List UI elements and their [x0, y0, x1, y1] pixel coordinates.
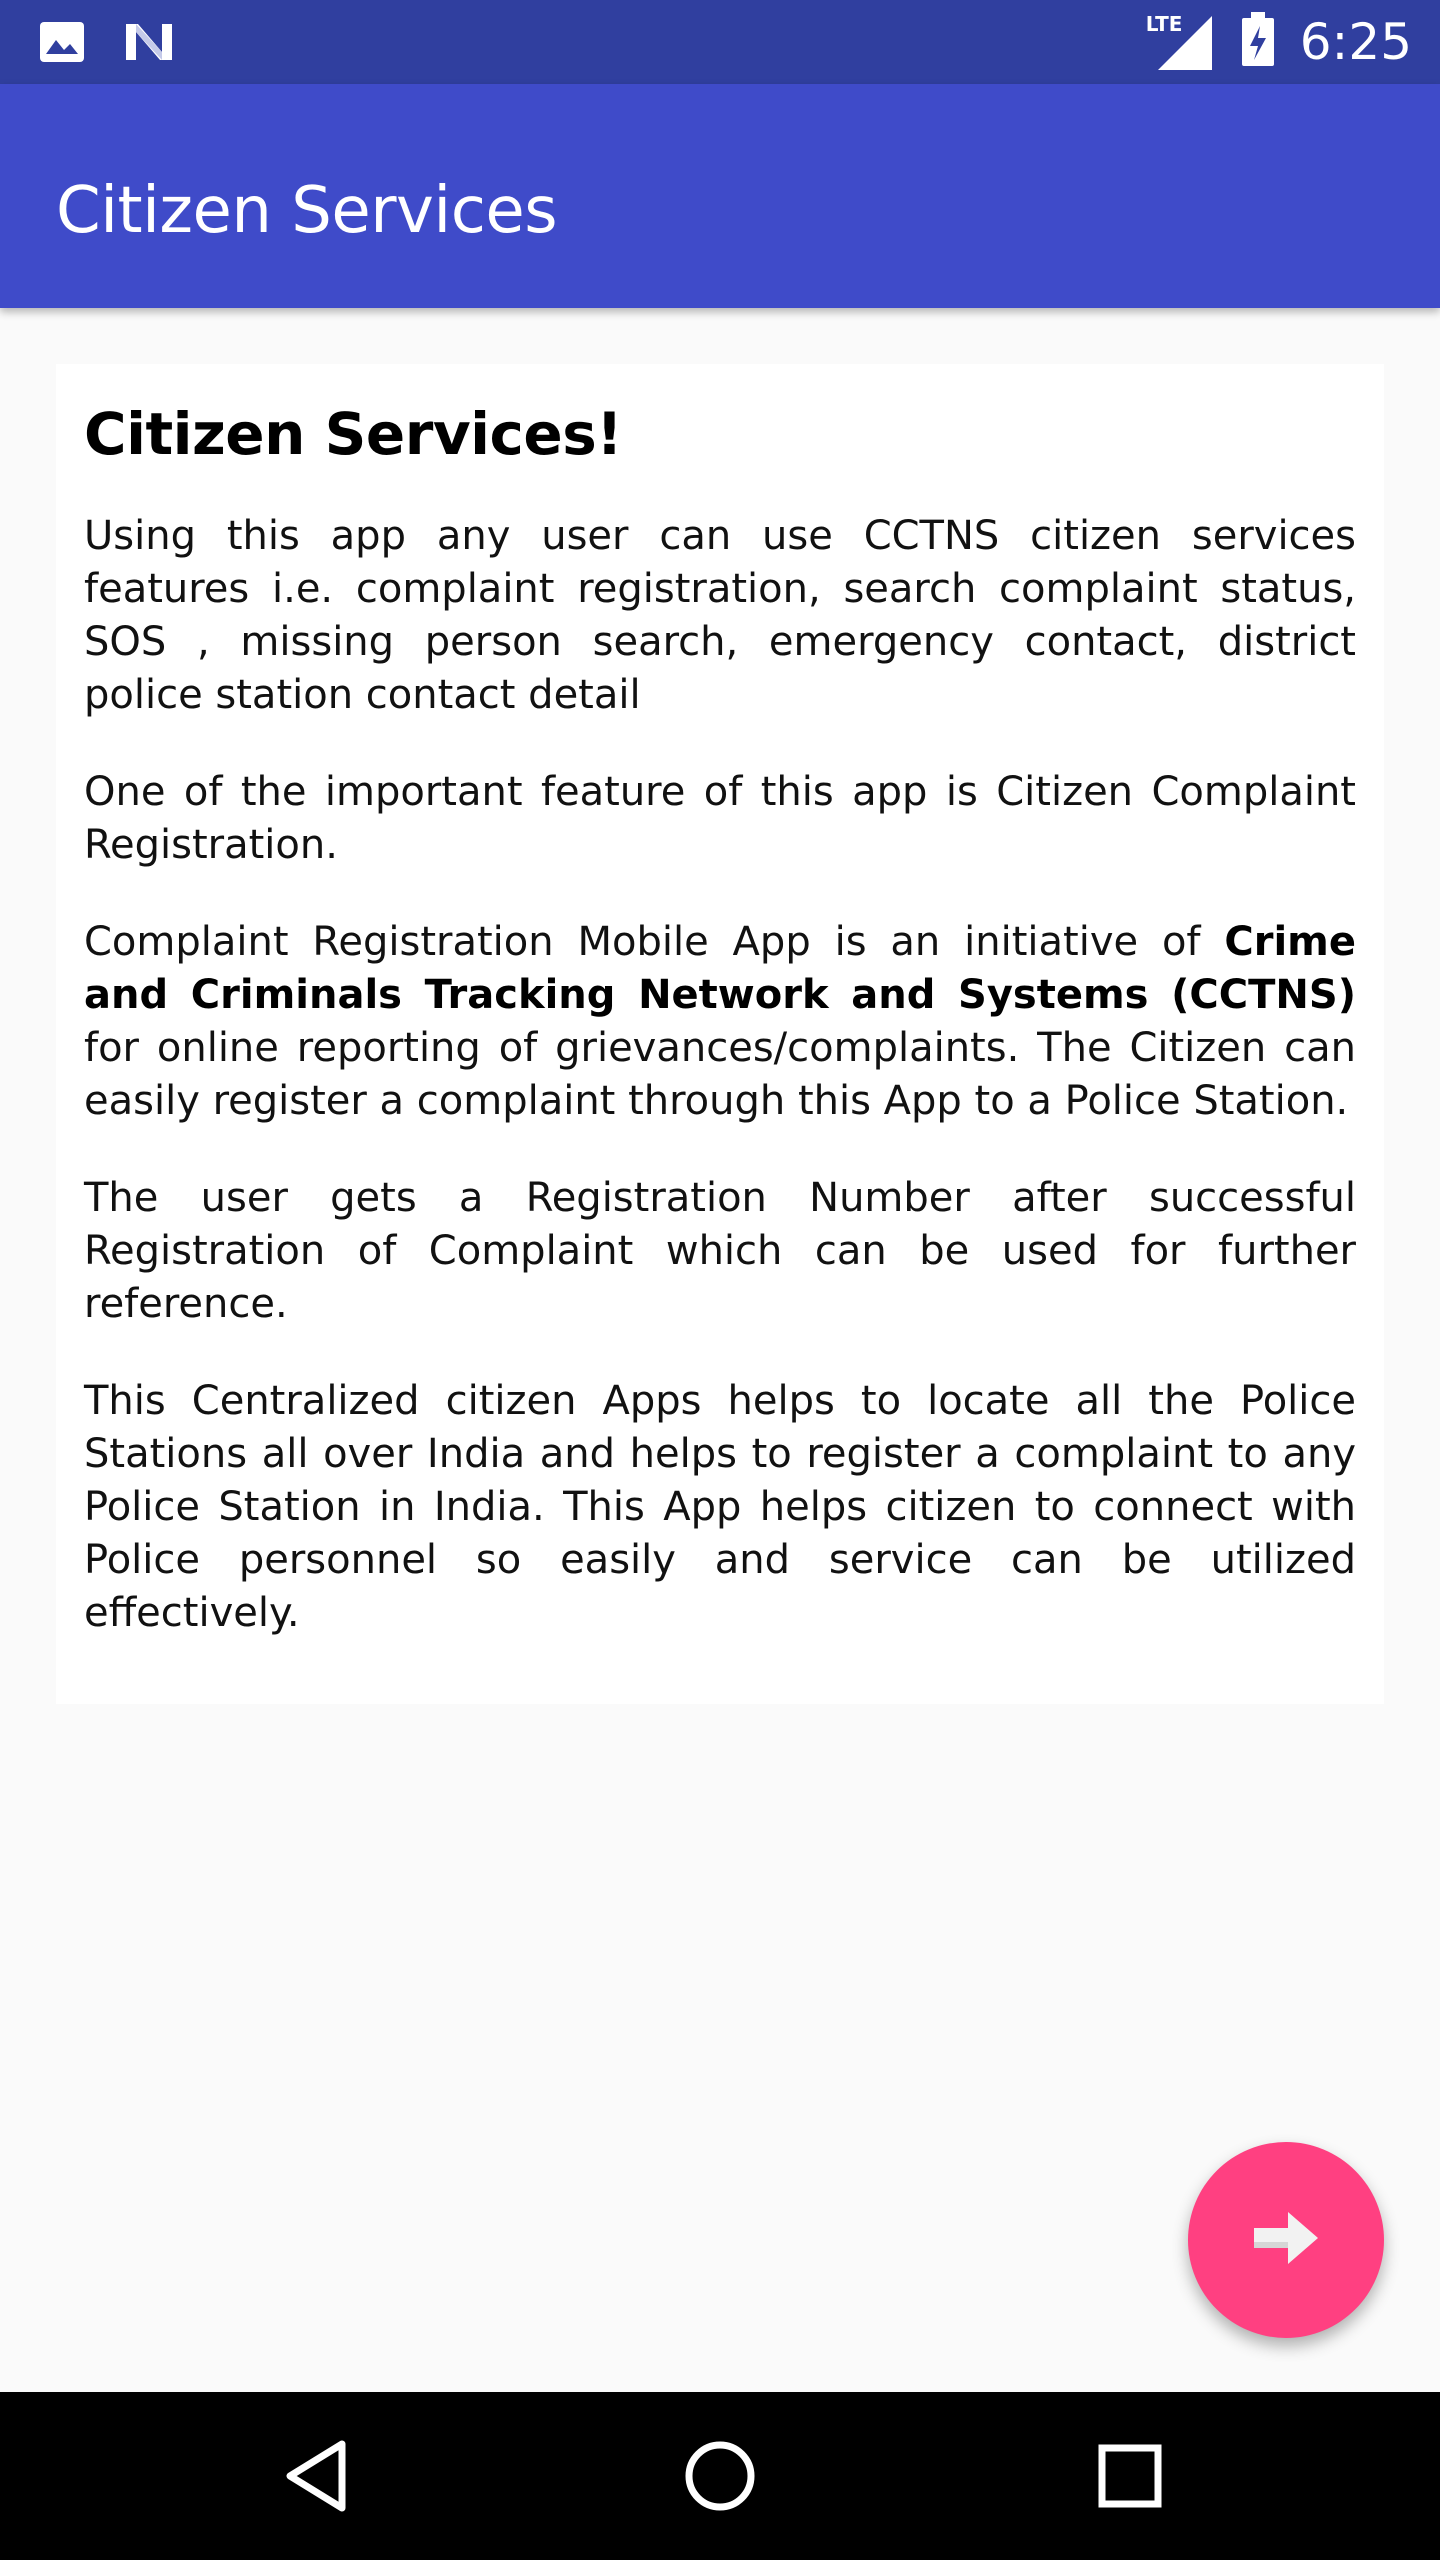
status-bar — [0, 0, 1440, 84]
card-heading: Citizen Services! — [84, 400, 623, 468]
intro-paragraph: Using this app any user can use CCTNS citizen services features i.e. complaint registration, search complaint status, SOS , missing person search, emergency contact, district police station contact detail — [84, 513, 1356, 718]
feature-paragraph: One of the important feature of this app is Citizen Complaint Registration. — [84, 769, 1356, 868]
home-icon[interactable] — [680, 2436, 760, 2520]
cctns-name: Crime and Criminals Tracking Network and Systems (CCTNS) — [84, 919, 1356, 1018]
image-icon — [38, 18, 86, 70]
back-icon[interactable] — [280, 2436, 352, 2520]
app-bar-title: Citizen Services — [56, 174, 558, 248]
arrow-right-icon — [1250, 2208, 1322, 2272]
registration-paragraph: The user gets a Registration Number after successful Registration of Complaint which can be used for further reference. — [84, 1175, 1356, 1327]
network-type-label: LTE — [1145, 12, 1183, 36]
signal-icon — [1145, 10, 1216, 74]
info-card — [56, 364, 1384, 1704]
app-bar — [0, 84, 1440, 308]
status-bar-system — [1145, 10, 1412, 74]
clock: 6:25 — [1299, 13, 1412, 71]
initiative-paragraph — [84, 916, 1356, 1128]
centralized-paragraph: This Centralized citizen Apps helps to locate all the Police Stations all over India and helps to register a complaint to any Police Station in India. This App helps citizen to connect with Police personnel so easily and service can be utilized effectively. — [84, 1378, 1356, 1636]
initiative-text-end: for online reporting of grievances/complaints. The Citizen can easily register a complaint through this App to a Police Station. — [84, 1025, 1356, 1124]
initiative-text-start: Complaint Registration Mobile App is an initiative of — [84, 919, 1225, 965]
n-icon — [122, 18, 176, 70]
navigation-bar — [0, 2392, 1440, 2560]
battery-charging-icon — [1240, 12, 1276, 72]
recents-icon[interactable] — [1090, 2436, 1170, 2520]
status-bar-notifications — [38, 18, 176, 70]
next-button[interactable] — [1188, 2142, 1384, 2338]
